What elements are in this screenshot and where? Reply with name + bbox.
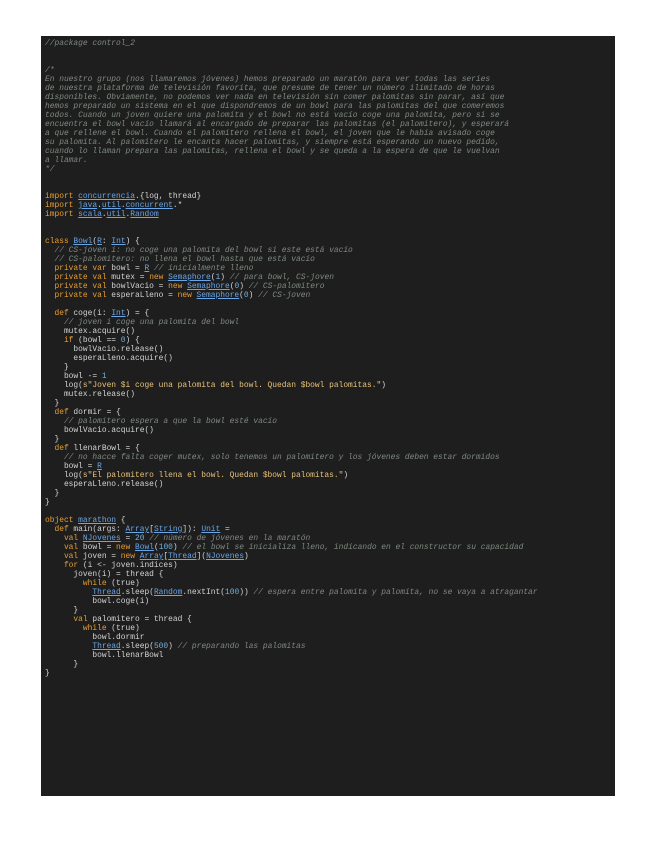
code-token: // joven i coge una palomita del bowl <box>45 318 240 327</box>
code-token: mutex.release() <box>45 390 135 399</box>
code-lines <box>45 39 615 678</box>
code-token: (true) <box>111 624 140 633</box>
code-line <box>45 444 615 453</box>
code-token: dormir = { <box>73 408 121 417</box>
code-token: */ <box>45 165 55 174</box>
code-token: )) <box>239 588 249 597</box>
code-token: .sleep( <box>120 588 154 597</box>
code-token: ) <box>248 291 254 300</box>
code-token: ) <box>239 282 244 291</box>
code-token: scala <box>78 210 102 219</box>
code-token: 1 <box>101 372 107 381</box>
code-token: . <box>120 201 126 210</box>
code-token: } <box>45 660 79 669</box>
code-line <box>45 606 615 615</box>
code-token: Array <box>139 552 164 561</box>
code-token: bowlVacio = <box>111 282 169 291</box>
code-line <box>45 390 615 399</box>
code-token: mutex = <box>111 273 150 282</box>
code-token: disponibles. Obviamente, no podemos ver nada en televisión sin comer palomitas sin parar, así que <box>45 93 505 102</box>
code-line <box>45 264 615 273</box>
code-line <box>45 327 615 336</box>
code-token: . <box>97 201 102 210</box>
code-token: ( <box>92 237 98 246</box>
code-token: . <box>101 210 107 219</box>
code-token: // número de jóvenes en la maratón <box>144 534 311 543</box>
code-token: val <box>45 543 83 552</box>
code-token: String <box>153 525 183 534</box>
code-token: Bowl <box>135 543 154 552</box>
code-line <box>45 651 615 660</box>
code-token: private val <box>45 282 112 291</box>
code-line <box>45 408 615 417</box>
code-line <box>45 417 615 426</box>
code-token: llenarBowl = { <box>73 444 140 453</box>
code-token: // preparando las palomitas <box>172 642 306 651</box>
code-token: .nextInt( <box>182 588 225 597</box>
code-token: encuentra el bowl vacío llamará al encargado de preparar las palomitas (el palomitero), y esperará <box>45 120 510 129</box>
code-line <box>45 543 615 552</box>
code-line <box>45 138 615 147</box>
code-line <box>45 183 615 192</box>
code-token: Thread <box>92 588 121 597</box>
code-token: util <box>106 210 126 219</box>
code-token: /* <box>45 66 55 75</box>
code-token: def <box>45 309 74 318</box>
code-token: } <box>45 489 60 498</box>
code-line <box>45 489 615 498</box>
code-line <box>45 93 615 102</box>
code-line <box>45 336 615 345</box>
code-token: val <box>45 534 83 543</box>
code-token: bowlVacio.release() <box>45 345 164 354</box>
code-token: = <box>220 525 230 534</box>
code-line <box>45 579 615 588</box>
code-token: 500 <box>153 642 169 651</box>
code-token: a que rellene el bowl. Cuando el palomitero rellena el bowl, el joven que le había avisado coge <box>45 129 495 138</box>
code-line <box>45 381 615 390</box>
code-line <box>45 174 615 183</box>
code-token: : <box>101 237 112 246</box>
code-token: s"El palomitero llena el bowl. Quedan $bowl palomitas." <box>82 471 344 480</box>
code-line <box>45 660 615 669</box>
code-token: // no hacce falta coger mutex, solo tenemos un palomitero y los jóvenes deben estar dormidos <box>45 453 500 462</box>
code-token: def <box>45 525 74 534</box>
code-token: new <box>149 273 169 282</box>
code-token: palomitero = thread { <box>92 615 192 624</box>
code-token: ( <box>239 291 244 300</box>
code-token <box>45 642 92 651</box>
code-line <box>45 354 615 363</box>
code-token: NJovenes <box>206 552 244 561</box>
code-token: esperaLleno = <box>111 291 178 300</box>
code-token: class <box>45 237 74 246</box>
code-token: ) <box>381 381 386 390</box>
code-line <box>45 552 615 561</box>
code-line <box>45 570 615 579</box>
code-token: de nuestra plataforma de televisión favorita, que presume de tener un número ilimitado de horas <box>45 84 495 93</box>
code-line <box>45 282 615 291</box>
code-token: 0 <box>120 336 126 345</box>
code-token: esperaLleno.acquire() <box>45 354 173 363</box>
code-token: def <box>45 444 74 453</box>
code-token: NJovenes <box>82 534 121 543</box>
code-token: 100 <box>224 588 240 597</box>
code-token: // inicialmente lleno <box>149 264 254 273</box>
code-token: // CS-joven i: no coge una palomita del bowl si este está vacío <box>45 246 353 255</box>
code-token: ( <box>153 543 159 552</box>
code-token: bowl.llenarBowl <box>45 651 164 660</box>
code-token: Semaphore <box>187 282 230 291</box>
code-token: 0 <box>243 291 249 300</box>
code-line <box>45 84 615 93</box>
code-line <box>45 453 615 462</box>
code-token: ) { <box>125 237 140 246</box>
code-token: main(args: <box>73 525 126 534</box>
code-token: mutex.acquire() <box>45 327 135 336</box>
code-line <box>45 633 615 642</box>
code-line <box>45 426 615 435</box>
code-token: val <box>45 615 93 624</box>
code-token: bowl.coge(i) <box>45 597 150 606</box>
code-token: esperaLleno.release() <box>45 480 164 489</box>
code-line <box>45 237 615 246</box>
code-line <box>45 516 615 525</box>
code-token: import <box>45 192 79 201</box>
code-line <box>45 498 615 507</box>
code-token: val <box>45 552 83 561</box>
code-line <box>45 534 615 543</box>
code-token: ) <box>172 543 178 552</box>
code-token: private var <box>45 264 112 273</box>
code-token: 100 <box>158 543 173 552</box>
code-token <box>45 588 92 597</box>
code-token: Int <box>111 237 126 246</box>
code-line <box>45 471 615 480</box>
code-token: bowl.dormir <box>45 633 145 642</box>
code-line <box>45 57 615 66</box>
code-token: ) <box>168 642 173 651</box>
code-token: ]): <box>182 525 202 534</box>
code-line <box>45 291 615 300</box>
code-line <box>45 111 615 120</box>
code-line <box>45 345 615 354</box>
code-line <box>45 624 615 633</box>
code-token: = <box>120 534 135 543</box>
code-line <box>45 435 615 444</box>
code-token: Random <box>130 210 159 219</box>
code-token: bowl = <box>111 264 145 273</box>
code-line <box>45 273 615 282</box>
code-token: ) <box>220 273 226 282</box>
code-token: Semaphore <box>168 273 211 282</box>
code-token: concurrent <box>125 201 173 210</box>
code-token: } <box>45 669 50 678</box>
code-token: } <box>45 498 50 507</box>
code-token: [ <box>163 552 169 561</box>
code-editor-panel[interactable] <box>41 36 615 796</box>
code-line <box>45 588 615 597</box>
code-token: .sleep( <box>120 642 154 651</box>
code-token: concurrencia <box>78 192 135 201</box>
code-line <box>45 219 615 228</box>
code-token: if <box>45 336 79 345</box>
code-token: . <box>125 210 131 219</box>
code-token: // espera entre palomita y palomita, no se vaya a atragantar <box>248 588 538 597</box>
code-line <box>45 147 615 156</box>
code-token: for <box>45 561 83 570</box>
code-line <box>45 363 615 372</box>
code-token: bowl = <box>82 543 117 552</box>
code-token: En nuestro grupo (nos llamaremos jóvenes) hemos preparado un maratón para ver todas las series <box>45 75 491 84</box>
code-token: coge(i: <box>73 309 112 318</box>
code-token: new <box>116 543 135 552</box>
code-token: def <box>45 408 74 417</box>
code-token: new <box>168 282 188 291</box>
code-token: Int <box>111 309 126 318</box>
code-token: Semaphore <box>196 291 240 300</box>
code-token: new <box>120 552 140 561</box>
code-token: Thread <box>92 642 121 651</box>
code-token: } <box>45 363 69 372</box>
code-token: // el bowl se inicializa lleno, indicando en el constructor su capacidad <box>177 543 524 552</box>
code-token: new <box>177 291 197 300</box>
code-token: cuando lo llaman prepara las palomitas, rellena el bowl y se queda a la espera de que le vuelvan <box>45 147 500 156</box>
code-token: Thread <box>168 552 197 561</box>
code-token: marathon <box>78 516 117 525</box>
code-token: while <box>45 624 112 633</box>
code-token: s"Joven $i coge una palomita del bowl. Quedan $bowl palomitas." <box>82 381 382 390</box>
code-line <box>45 66 615 75</box>
code-line <box>45 318 615 327</box>
code-line <box>45 201 615 210</box>
code-token: (i <- joven.indices) <box>82 561 178 570</box>
code-token: [ <box>149 525 154 534</box>
code-line <box>45 210 615 219</box>
code-token: // palomitero espera a que la bowl esté vacío <box>45 417 278 426</box>
code-line <box>45 255 615 264</box>
code-token: // CS-palomitero: no llena el bowl hasta que está vacío <box>45 255 315 264</box>
code-token: Unit <box>201 525 221 534</box>
code-line <box>45 39 615 48</box>
code-token: ]( <box>196 552 207 561</box>
code-line <box>45 102 615 111</box>
code-line <box>45 462 615 471</box>
code-line <box>45 597 615 606</box>
code-token: su palomita. Al palomitero le encanta hacer palomitas, y siempre está esperando un nuevo pedido, <box>45 138 500 147</box>
code-token: ) { <box>125 336 140 345</box>
code-line <box>45 309 615 318</box>
code-token: ( <box>210 273 216 282</box>
code-token: joven(i) = thread { <box>45 570 164 579</box>
code-token: ( <box>229 282 235 291</box>
code-token: Random <box>153 588 183 597</box>
code-line <box>45 615 615 624</box>
code-token: private val <box>45 273 112 282</box>
code-token: { <box>116 516 126 525</box>
code-line <box>45 525 615 534</box>
code-line <box>45 642 615 651</box>
code-line <box>45 561 615 570</box>
code-token: R <box>97 462 102 471</box>
code-line <box>45 300 615 309</box>
code-token: import <box>45 201 79 210</box>
code-line <box>45 246 615 255</box>
code-token: util <box>101 201 121 210</box>
code-token: ) <box>243 552 249 561</box>
code-token: R <box>144 264 150 273</box>
code-token: 20 <box>135 534 145 543</box>
code-token: // CS-joven <box>253 291 311 300</box>
code-token: private val <box>45 291 112 300</box>
code-line <box>45 75 615 84</box>
code-token: bowl = <box>45 462 98 471</box>
code-token: while <box>45 579 112 588</box>
code-line <box>45 480 615 489</box>
code-token: Array <box>125 525 150 534</box>
code-line <box>45 372 615 381</box>
code-line <box>45 165 615 174</box>
code-line <box>45 156 615 165</box>
code-token: ) <box>343 471 349 480</box>
code-token: // CS-palomitero <box>243 282 325 291</box>
code-line <box>45 48 615 57</box>
code-token: (true) <box>111 579 140 588</box>
code-token: log( <box>45 471 83 480</box>
code-line <box>45 129 615 138</box>
code-token: R <box>97 237 102 246</box>
code-token: java <box>78 201 98 210</box>
code-token: 1 <box>215 273 221 282</box>
code-token: 0 <box>234 282 240 291</box>
code-token: object <box>45 516 79 525</box>
code-token: } <box>45 435 60 444</box>
code-token: joven = <box>82 552 121 561</box>
code-token: import <box>45 210 79 219</box>
code-token: hemos preparado un sistema en el que dispondremos de un bowl para las palomitas del que comeremos <box>45 102 505 111</box>
code-token: todos. Cuando un joven quiere una palomita y el bowl no está vacío coge una palomita, pero si se <box>45 111 500 120</box>
code-token: Bowl <box>73 237 93 246</box>
code-token: bowlVacio.acquire() <box>45 426 154 435</box>
code-token: // para bowl, CS-joven <box>225 273 334 282</box>
code-token: a llamar. <box>45 156 88 165</box>
code-line <box>45 120 615 129</box>
code-line <box>45 669 615 678</box>
code-token: (bowl == <box>78 336 121 345</box>
code-token: ) = { <box>125 309 150 318</box>
code-token: bowl -= <box>45 372 102 381</box>
code-token: log( <box>45 381 83 390</box>
code-token: } <box>45 606 79 615</box>
code-line <box>45 192 615 201</box>
code-line <box>45 228 615 237</box>
code-token: .{log, thread} <box>134 192 202 201</box>
code-line <box>45 507 615 516</box>
code-token: //package control_2 <box>45 39 135 48</box>
code-token: } <box>45 399 60 408</box>
code-token: .* <box>172 201 183 210</box>
code-line <box>45 399 615 408</box>
